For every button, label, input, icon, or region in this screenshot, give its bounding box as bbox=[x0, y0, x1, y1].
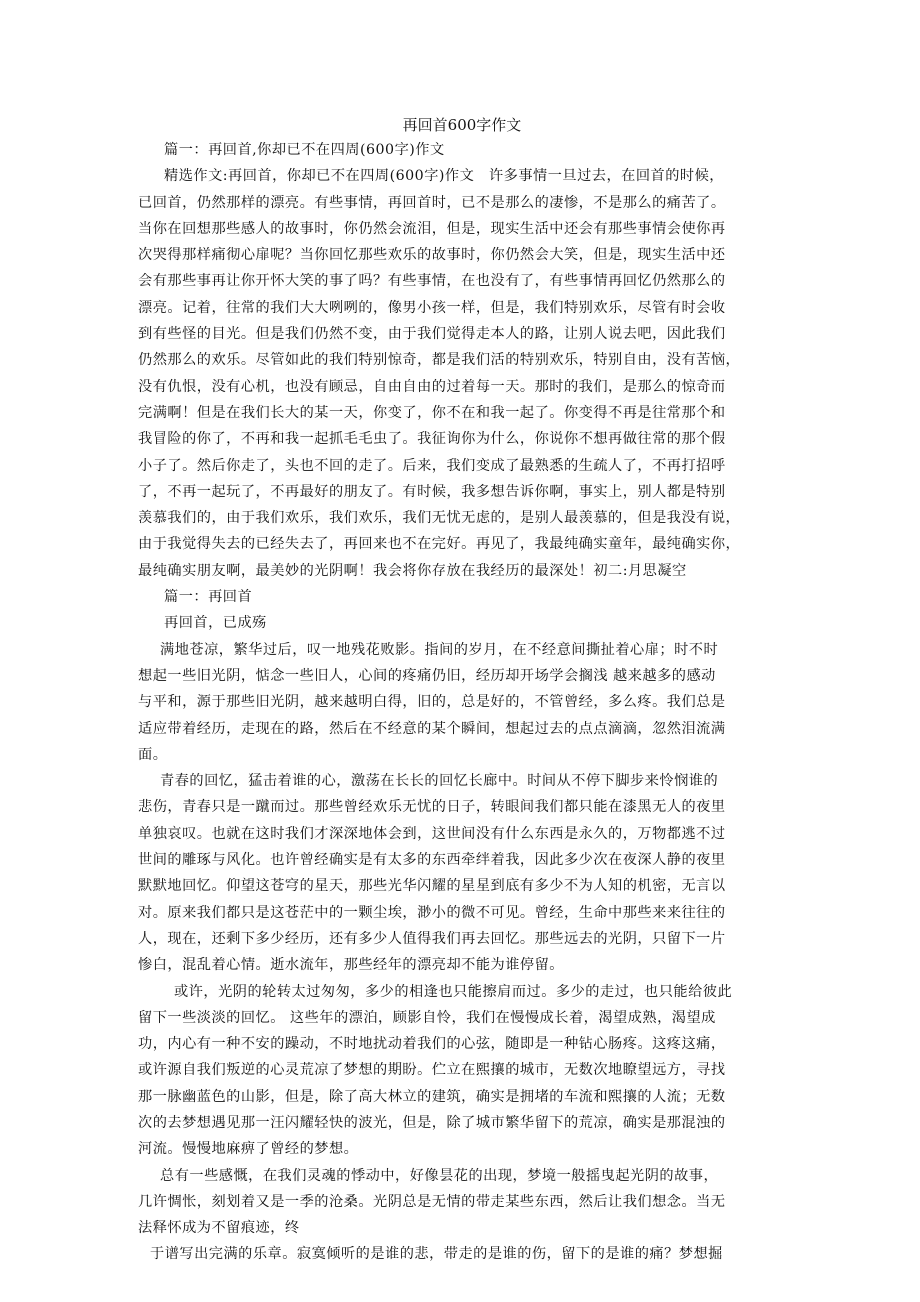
paragraph-line: 想起一些旧光阴，惦念一些旧人，心间的疼痛仍旧，经历却开场学会搁浅 越来越多的感动 bbox=[138, 667, 716, 684]
paragraph-line: 或许，光阴的轮转太过匆匆，多少的相逢也只能擦肩而过。多少的走过，也只能给彼此 bbox=[174, 983, 733, 1000]
paragraph-line: 与平和，源于那些旧光阴，越来越明白得，旧的，总是好的，不管曾经，多么疼。我们总是 bbox=[138, 694, 726, 711]
paragraph-line: 单独哀叹。也就在这时我们才深深地体会到，这世间没有什么东西是永久的，万物都逃不过 bbox=[138, 825, 726, 842]
paragraph-line: 漂亮。记着，往常的我们大大咧咧的，像男小孩一样，但是，我们特别欢乐，尽管有时会收 bbox=[138, 299, 726, 316]
paragraph-line: 悲伤，青春只是一蹴而过。那些曾经欢乐无忧的日子，转眼间我们都只能在漆黑无人的夜里 bbox=[138, 799, 726, 816]
paragraph-line: 法释怀成为不留痕迹，终 bbox=[138, 1220, 300, 1237]
paragraph-line: 当你在回想那些感人的故事时，你仍然会流泪，但是，现实生活中还会有那些事情会使你再 bbox=[138, 220, 726, 237]
document-body bbox=[138, 113, 786, 1268]
paragraph-line: 青春的回忆，猛击着谁的心，激荡在长长的回忆长廊中。时间从不停下脚步来怜悯谁的 bbox=[160, 773, 719, 790]
paragraph-line: 满地苍凉，繁华过后，叹一地残花败影。指间的岁月，在不经意间撕扯着心扉；时不时 bbox=[160, 641, 719, 658]
paragraph-line: 由于我觉得失去的已经失去了，再回来也不在完好。再见了，我最纯确实童年，最纯确实你， bbox=[138, 536, 741, 553]
subheading: 再回首，已成殇 bbox=[164, 615, 267, 632]
paragraph-line: 默默地回忆。仰望这苍穹的星天，那些光华闪耀的星星到底有多少不为人知的机密，无言以 bbox=[138, 878, 726, 895]
paragraph-line: 了，不再一起玩了，不再最好的朋友了。有时候，我多想告诉你啊，事实上，别人都是特别 bbox=[138, 483, 726, 500]
paragraph-line: 面。 bbox=[138, 746, 168, 763]
paragraph-line: 次哭得那样痛彻心扉呢？当你回忆那些欢乐的故事时，你仍然会大笑，但是，现实生活中还 bbox=[138, 247, 726, 264]
paragraph-line: 适应带着经历，走现在的路，然后在不经意的某个瞬间，想起过去的点点滴滴，忽然泪流满 bbox=[138, 720, 726, 737]
paragraph-line: 人，现在，还剩下多少经历，还有多少人值得我们再去回忆。那些远去的光阴，只留下一片 bbox=[138, 930, 726, 947]
paragraph-line: 那一脉幽蓝色的山影，但是，除了高大林立的建筑，确实是拥堵的车流和熙攘的人流；无数 bbox=[138, 1088, 726, 1105]
paragraph-line: 世间的雕琢与风化。也许曾经确实是有太多的东西牵绊着我，因此多少次在夜深人静的夜里 bbox=[138, 852, 726, 869]
paragraph-line: 精选作文:再回首，你却已不在四周(600字)作文 许多事情一旦过去，在回首的时候， bbox=[164, 168, 724, 185]
paragraph-line: 最纯确实朋友啊，最美妙的光阴啊！我会将你存放在我经历的最深处！初二:月思凝空 bbox=[138, 562, 687, 579]
paragraph-line: 几许惆怅，刻划着又是一季的沧桑。光阴总是无情的带走某些东西，然后让我们想念。当无 bbox=[138, 1193, 726, 1210]
paragraph-line: 惨白，混乱着心情。逝水流年，那些经年的漂亮却不能为谁停留。 bbox=[138, 957, 564, 974]
paragraph-line: 羡慕我们的，由于我们欢乐，我们欢乐，我们无忧无虑的，是别人最羡慕的，但是我没有说， bbox=[138, 510, 741, 527]
paragraph-line: 河流。慢慢地麻痹了曾经的梦想。 bbox=[138, 1141, 359, 1158]
paragraph-line: 于谱写出完满的乐章。寂寞倾听的是谁的悲，带走的是谁的伤，留下的是谁的痛？梦想掘 bbox=[150, 1246, 723, 1263]
section-heading: 篇一：再回首,你却已不在四周(600字)作文 bbox=[164, 142, 445, 158]
paragraph-line: 留下一些淡淡的回忆。 这些年的漂泊，顾影自怜，我们在慢慢成长着，渴望成熟，渴望成 bbox=[138, 1009, 716, 1026]
paragraph-line: 没有仇恨，没有心机，也没有顾忌，自由自由的过着每一天。那时的我们，是那么的惊奇而 bbox=[138, 378, 726, 395]
section-heading: 篇一：再回首 bbox=[164, 589, 253, 606]
document-title: 再回首600字作文 bbox=[402, 116, 522, 134]
paragraph-line: 完满啊！但是在我们长大的某一天，你变了，你不在和我一起了。你变得不再是往常那个和 bbox=[138, 404, 726, 421]
paragraph-line: 会有那些事再让你开怀大笑的事了吗？有些事情，在也没有了，有些事情再回忆仍然那么的 bbox=[138, 273, 726, 290]
paragraph-line: 或许源自我们叛逆的心灵荒凉了梦想的期盼。伫立在熙攘的城市，无数次地瞭望远方，寻找 bbox=[138, 1062, 726, 1079]
paragraph-line: 总有一些感慨，在我们灵魂的悸动中，好像昙花的出现，梦境一般摇曳起光阴的故事， bbox=[160, 1167, 719, 1184]
paragraph-line: 到有些怪的目光。但是我们仍然不变，由于我们觉得走本人的路，让别人说去吧，因此我们 bbox=[138, 326, 726, 343]
paragraph-line: 仍然那么的欢乐。尽管如此的我们特别惊奇，都是我们活的特别欢乐，特别自由，没有苦恼， bbox=[138, 352, 741, 369]
paragraph-line: 已回首，仍然那样的漂亮。有些事情，再回首时，已不是那么的凄惨，不是那么的痛苦了。 bbox=[138, 194, 726, 211]
paragraph-line: 小子了。然后你走了，头也不回的走了。后来，我们变成了最熟悉的生疏人了，不再打招呼 bbox=[138, 457, 726, 474]
paragraph-line: 功，内心有一种不安的躁动，不时地扰动着我们的心弦，随即是一种钻心肠疼。这疼这痛， bbox=[138, 1036, 726, 1053]
paragraph-line: 次的去梦想遇见那一汪闪耀轻快的波光，但是，除了城市繁华留下的荒凉，确实是那混浊的 bbox=[138, 1114, 726, 1131]
paragraph-line: 我冒险的你了，不再和我一起抓毛毛虫了。我征询你为什么，你说你不想再做往常的那个假 bbox=[138, 431, 726, 448]
paragraph-line: 对。原来我们都只是这苍茫中的一颗尘埃，渺小的微不可见。曾经，生命中那些来来往往的 bbox=[138, 904, 726, 921]
